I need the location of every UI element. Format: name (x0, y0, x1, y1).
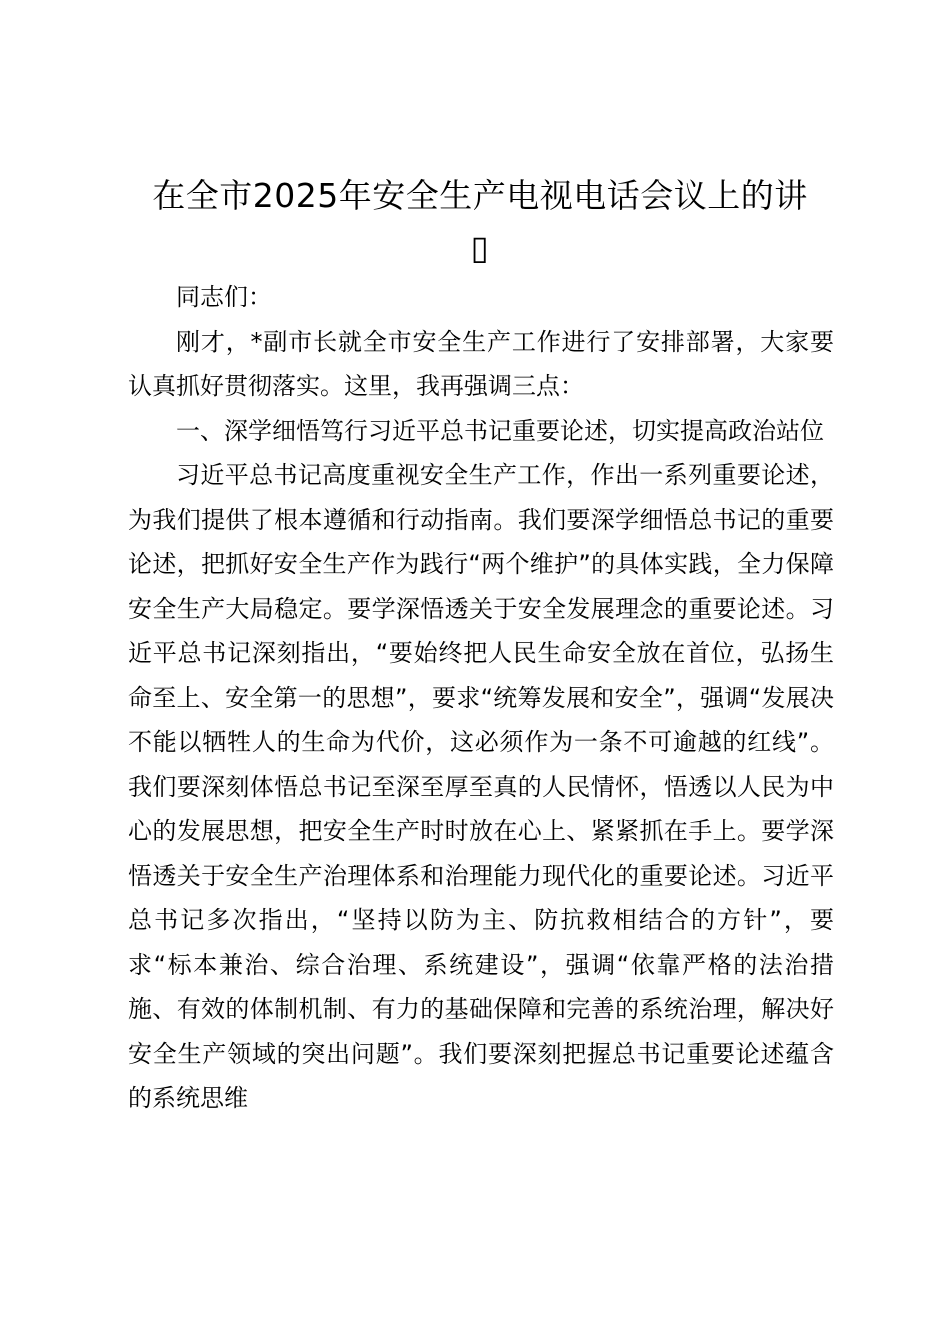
title-line-1: 在全市2025年安全生产电视电话会议上的讲 (152, 176, 808, 215)
opening-paragraph: 刚才，*副市长就全市安全生产工作进行了安排部署，大家要认真抓好贯彻落实。这里，我再强调三点： (128, 327, 834, 400)
document-title (110, 170, 850, 274)
document-body (128, 275, 834, 1121)
salutation: 同志们： (176, 283, 272, 311)
section-heading: 一、深学细悟笃行习近平总书记重要论述，切实提高政治站位 (176, 416, 824, 445)
body-paragraph: 习近平总书记高度重视安全生产工作，作出一系列重要论述，为我们提供了根本遵循和行动指南。我们要深学细悟总书记的重要论述，把抓好安全生产作为践行“两个维护”的具体实践，全力保障安全生产大局稳定。要学深悟透关于安全发展理念的重要论述。习近平总书记深刻指出，“要始终把人民生命安全放在首位，弘扬生命至上、安全第一的思想”，要求“统筹发展和安全”，强调“发展决不能以牺牲人的生命为代价，这必须作为一条不可逾越的红线”。我们要深刻体悟总书记至深至厚至真的人民情怀，悟透以人民为中心的发展思想，把安全生产时时放在心上、紧紧抓在手上。要学深悟透关于安全生产治理体系和治理能力现代化的重要论述。习近平总书记多次指出，“坚持以防为主、防抗救相结合的方针”，要求“标本兼治、综合治理、系统建设”，强调“依靠严格的法治措施、有效的体制机制、有力的基础保障和完善的系统治理，解决好安全生产领域的突出问题”。我们要深刻把握总书记重要论述蕴含的系统思维 (128, 461, 834, 1112)
title-line-2: ▯ (470, 228, 490, 267)
